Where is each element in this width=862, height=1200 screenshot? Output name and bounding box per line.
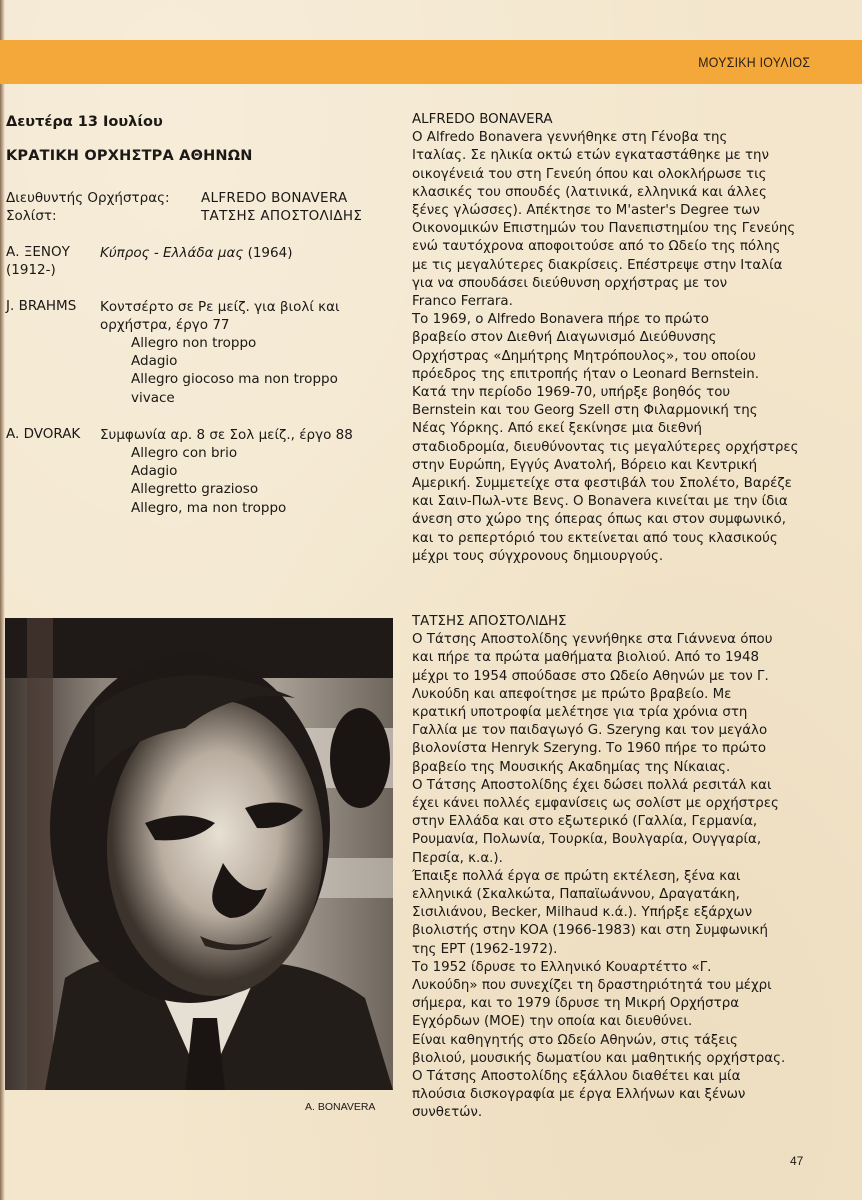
- bio-line: στην Ευρώπη, Εγγύς Ανατολή, Βόρειο και Κεντρική: [412, 457, 758, 473]
- work-title: Κύπρος - Ελλάδα μας: [100, 245, 244, 261]
- bio-line: Ιταλίας. Σε ηλικία οκτώ ετών εγκαταστάθηκε με την: [412, 148, 770, 164]
- soloist-name: ΤΑΤΣΗΣ ΑΠΟΣΤΟΛΙΔΗΣ: [201, 208, 363, 224]
- bio-line: έχει κάνει πολλές εμφανίσεις ως σολίστ με ορχήστρες: [412, 796, 779, 812]
- bio-line: Κατά την περίοδο 1969-70, υπήρξε βοηθός του: [412, 385, 731, 401]
- bio-line: Ορχήστρας «Δημήτρης Μητρόπουλος», του οποίου: [412, 348, 756, 364]
- bio-line: της ΕΡΤ (1962-1972).: [412, 941, 558, 957]
- movement: Allegro giocoso ma non troppo: [131, 371, 338, 388]
- bio-line: πρόεδρος της επιτροπής ήταν ο Leonard Bernstein.: [412, 366, 759, 382]
- bio-line: κλασικές του σπουδές (λατινικά, ελληνικά και άλλες: [412, 184, 767, 200]
- work-brahms-concerto: [100, 298, 340, 407]
- movement-list: [100, 444, 353, 517]
- bio-line: και το ρεπερτόριό του εκτείνεται από τους κλασικούς: [412, 530, 778, 546]
- bio-bonavera: [412, 111, 852, 566]
- bio-line: Γαλλία με τον παιδαγωγό G. Szeryng και τον μεγάλο: [412, 723, 768, 739]
- movement: Adagio: [131, 463, 178, 480]
- composer-dates: (1912-): [6, 262, 56, 278]
- bio-line: βραβείο στον Διεθνή Διαγωνισμό Διεύθυνσης: [412, 330, 717, 346]
- bio-line: Λυκούδη» που συνεχίζει τη δραστηριότητά του μέχρι: [412, 978, 772, 994]
- bio-line: Αμερική. Συμμετείχε στα φεστιβάλ του Σπολέτο, Βαρέζε: [412, 476, 792, 492]
- bio-heading: ΤΑΤΣΗΣ ΑΠΟΣΤΟΛΙΔΗΣ: [412, 614, 567, 629]
- bio-line: πλούσια δισκογραφία με έργα Ελλήνων και ξένων: [412, 1087, 746, 1103]
- bio-line: Οικονομικών Επιστημών του Πανεπιστημίου της Γενεύης: [412, 221, 796, 237]
- bio-line: Bernstein και του Georg Szell στη Φιλαρμονική της: [412, 403, 758, 419]
- bio-text: [412, 631, 852, 1122]
- bio-line: ξένες γλώσσες). Απέκτησε το M'aster's Degree των: [412, 203, 760, 219]
- bio-line: μέχρι το 1954 σπούδασε στο Ωδείο Αθηνών με τον Γ.: [412, 668, 769, 684]
- conductor-label: Διευθυντής Ορχήστρας:: [6, 190, 170, 206]
- bio-line: Το 1952 ίδρυσε το Ελληνικό Κουαρτέττο «Γ.: [412, 959, 712, 975]
- movement: Allegro, ma non troppo: [131, 499, 287, 516]
- bio-line: Ο Τάτσης Αποστολίδης έχει δώσει πολλά ρεσιτάλ και: [412, 777, 772, 793]
- bio-line: άνεση στο χώρο της όπερας όπως και στον συμφωνικό,: [412, 512, 786, 528]
- bio-line: Εγχόρδων (ΜΟΕ) την οποία και διευθύνει.: [412, 1014, 693, 1030]
- work-title-line: Συμφωνία αρ. 8 σε Σολ μείζ., έργο 88: [100, 427, 353, 443]
- bio-line: Λυκούδη και απεφοίτησε με πρώτο βραβείο. Με: [412, 686, 732, 702]
- soloist-label: Σολίστ:: [6, 208, 57, 224]
- bio-line: Περσία, κ.α.).: [412, 850, 503, 866]
- portrait-image: [5, 618, 393, 1090]
- page-number: 47: [790, 1154, 804, 1168]
- movement: Allegro con brio: [131, 445, 238, 461]
- bio-line: βιολιστής στην ΚΟΑ (1966-1983) και στη Συμφωνική: [412, 923, 769, 939]
- bio-line: Νέας Υόρκης. Από εκεί ξεκίνησε μια διεθνή: [412, 421, 702, 437]
- bio-line: για να σπουδάσει διεύθυνση ορχήστρας με τον: [412, 275, 728, 291]
- movement-list: [100, 334, 340, 407]
- work-title-line: Κοντσέρτο σε Ρε μείζ. για βιολί και: [100, 299, 340, 315]
- work-kypros-ellada: [100, 244, 292, 262]
- movement: Adagio: [131, 353, 178, 370]
- bio-text: [412, 129, 852, 566]
- bio-line: Ο Alfredo Bonavera γεννήθηκε στη Γένοβα της: [412, 130, 728, 146]
- work-dvorak-symphony: [100, 426, 353, 517]
- movement: Allegro non troppo: [131, 335, 257, 351]
- bio-line: οικογένειά του στη Γενεύη όπου και ολοκλήρωσε τις: [412, 166, 767, 182]
- movement: Allegretto grazioso: [131, 481, 259, 498]
- bio-line: Ο Τάτσης Αποστολίδης γεννήθηκε στα Γιάννενα όπου: [412, 632, 773, 648]
- composer-dvorak: A. DVORAK: [6, 426, 81, 442]
- bio-line: Ρουμανία, Πολωνία, Τουρκία, Βουλγαρία, Ουγγαρία,: [412, 832, 762, 848]
- bio-line: Franco Ferrara.: [412, 294, 513, 310]
- bio-line: με τις μεγαλύτερες διακρίσεις. Επέστρεψε στην Ιταλία: [412, 257, 783, 273]
- work-title-line: ορχήστρα, έργο 77: [100, 317, 230, 333]
- bio-line: σταδιοδρομία, διευθύνοντας τις μεγαλύτερες ορχήστρες: [412, 439, 799, 455]
- bio-heading: ALFREDO BONAVERA: [412, 112, 553, 127]
- composer-xenou: [6, 244, 70, 278]
- bio-line: Έπαιξε πολλά έργα σε πρώτη εκτέλεση, ξένα και: [412, 868, 741, 884]
- bio-line: βιολονίστα Henryk Szeryng. Το 1960 πήρε το πρώτο: [412, 741, 767, 757]
- bio-line: Σισιλιάνου, Becker, Milhaud κ.ά.). Υπήρξε εξάρχων: [412, 905, 753, 921]
- bio-line: συνθετών.: [412, 1105, 483, 1121]
- concert-date: Δευτέρα 13 Ιουλίου: [6, 114, 163, 130]
- bio-line: κρατική υποτροφία μελέτησε για τρία χρόνια στη: [412, 705, 748, 721]
- composer-brahms: J. BRAHMS: [6, 298, 77, 314]
- bio-line: Ο Τάτσης Αποστολίδης εξάλλου διαθέτει και μία: [412, 1069, 741, 1085]
- bio-line: και Σαιν-Πωλ-ντε Βενς. Ο Bonavera κινείται με την ίδια: [412, 494, 788, 510]
- conductor-name: ALFREDO BONAVERA: [201, 190, 348, 206]
- section-banner: [0, 40, 862, 84]
- composer-name: Α. ΞΕΝΟΥ: [6, 244, 70, 260]
- bio-line: και πήρε τα πρώτα μαθήματα βιολιού. Από το 1948: [412, 650, 760, 666]
- bio-line: Είναι καθηγητής στο Ωδείο Αθηνών, στις τάξεις: [412, 1032, 738, 1048]
- bio-line: μέχρι τους σύγχρονους δημιουργούς.: [412, 548, 664, 564]
- bio-line: βραβείο της Μουσικής Ακαδημίας της Νίκαιας.: [412, 759, 731, 775]
- bio-apostolidis: [412, 613, 852, 1123]
- bio-line: βιολιού, μουσικής δωματίου και μαθητικής ορχήστρας.: [412, 1050, 786, 1066]
- orchestra-name: ΚΡΑΤΙΚΗ ΟΡΧΗΣΤΡΑ ΑΘΗΝΩΝ: [6, 148, 253, 164]
- bio-line: σήμερα, και το 1979 ίδρυσε τη Μικρή Ορχήστρα: [412, 996, 740, 1012]
- work-year: (1964): [243, 245, 293, 261]
- bio-line: στην Ελλάδα και στο εξωτερικό (Γαλλία, Γερμανία,: [412, 814, 758, 830]
- photo-caption: A. BONAVERA: [305, 1101, 376, 1113]
- bio-line: Το 1969, ο Alfredo Bonavera πήρε το πρώτο: [412, 312, 709, 328]
- movement: vivace: [131, 389, 175, 406]
- bio-line: ελληνικά (Σκαλκώτα, Παπαϊωάννου, Δραγατάκη,: [412, 887, 740, 903]
- portrait-photo: [5, 618, 393, 1090]
- bio-line: ενώ ταυτόχρονα αποφοιτούσε από το Ωδείο της πόλης: [412, 239, 781, 255]
- section-title: ΜΟΥΣΙΚΗ ΙΟΥΛΙΟΣ: [698, 54, 810, 70]
